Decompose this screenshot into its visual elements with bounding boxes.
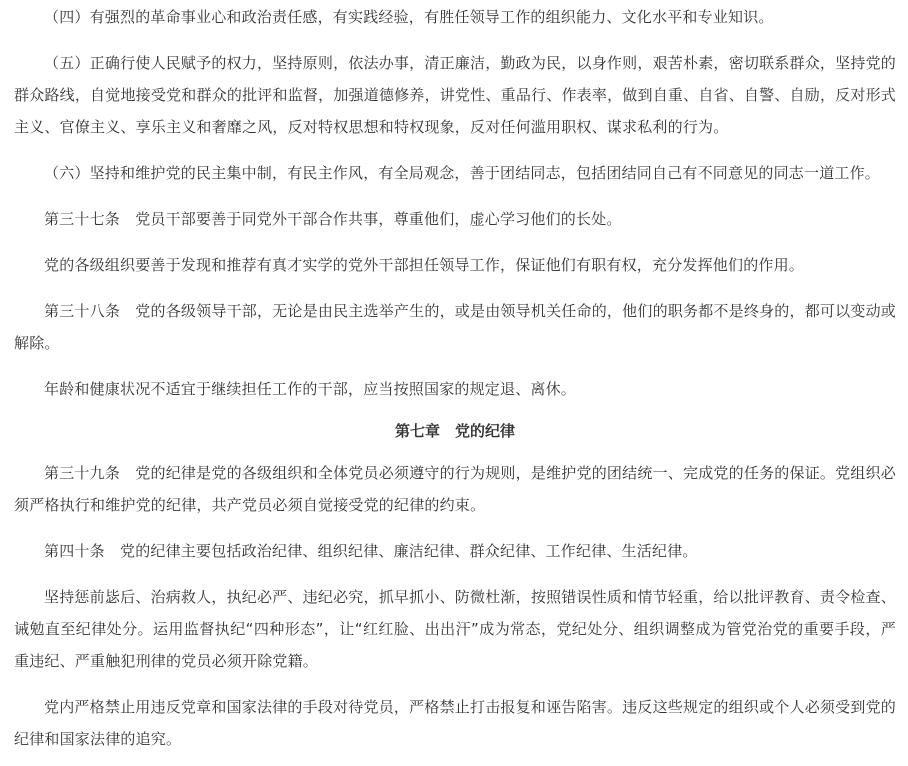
paragraph-article-37: 第三十七条 党员干部要善于同党外干部合作共事，尊重他们，虚心学习他们的长处。 (44, 210, 622, 228)
paragraph-qualification-5: （五）正确行使人民赋予的权力，坚持原则，依法办事，清正廉洁，勤政为民，以身作则，艰苦朴素，密切联系群众，坚持党的群众路线，自觉地接受党和群众的批评和监督，加强道德修养，讲党性、重品行、作表率，做到自重、自省、自警、自励，反对形式主义、官僚主义、享乐主义和奢靡之风，反对特权思想和特权现象，反对任何滥用职权、谋求私利的行为。 (14, 54, 896, 136)
paragraph-article-38: 第三十八条 党的各级领导干部，无论是由民主选举产生的，或是由领导机关任命的，他们的职务都不是终身的，都可以变动或解除。 (14, 302, 896, 352)
paragraph-qualification-4: （四）有强烈的革命事业心和政治责任感，有实践经验，有胜任领导工作的组织能力、文化水平和专业知识。 (44, 8, 774, 26)
paragraph-article-40-prohibition: 党内严格禁止用违反党章和国家法律的手段对待党员，严格禁止打击报复和诬告陷害。违反这些规定的组织或个人必须受到党的纪律和国家法律的追究。 (14, 698, 896, 748)
paragraph-article-39: 第三十九条 党的纪律是党的各级组织和全体党员必须遵守的行为规则，是维护党的团结统一、完成党的任务的保证。党组织必须严格执行和维护党的纪律，共产党员必须自觉接受党的纪律的约束。 (14, 464, 896, 514)
paragraph-article-40: 第四十条 党的纪律主要包括政治纪律、组织纪律、廉洁纪律、群众纪律、工作纪律、生活纪律。 (44, 542, 698, 560)
chapter-title: 第七章 党的纪律 (394, 422, 515, 440)
paragraph-article-38-cont: 年龄和健康状况不适宜于继续担任工作的干部，应当按照国家的规定退、离休。 (44, 380, 577, 398)
paragraph-article-37-cont: 党的各级组织要善于发现和推荐有真才实学的党外干部担任领导工作，保证他们有职有权，充分发挥他们的作用。 (44, 256, 805, 274)
paragraph-qualification-6: （六）坚持和维护党的民主集中制，有民主作风，有全局观念，善于团结同志，包括团结同自己有不同意见的同志一道工作。 (44, 164, 881, 182)
paragraph-article-40-cont: 坚持惩前毖后、治病救人，执纪必严、违纪必究，抓早抓小、防微杜渐，按照错误性质和情节轻重，给以批评教育、责令检查、诫勉直至纪律处分。运用监督执纪“四种形态”，让“红红脸、出出汗”成为常态，党纪处分、组织调整成为管党治党的重要手段，严重违纪、严重触犯刑律的党员必须开除党籍。 (14, 588, 896, 670)
